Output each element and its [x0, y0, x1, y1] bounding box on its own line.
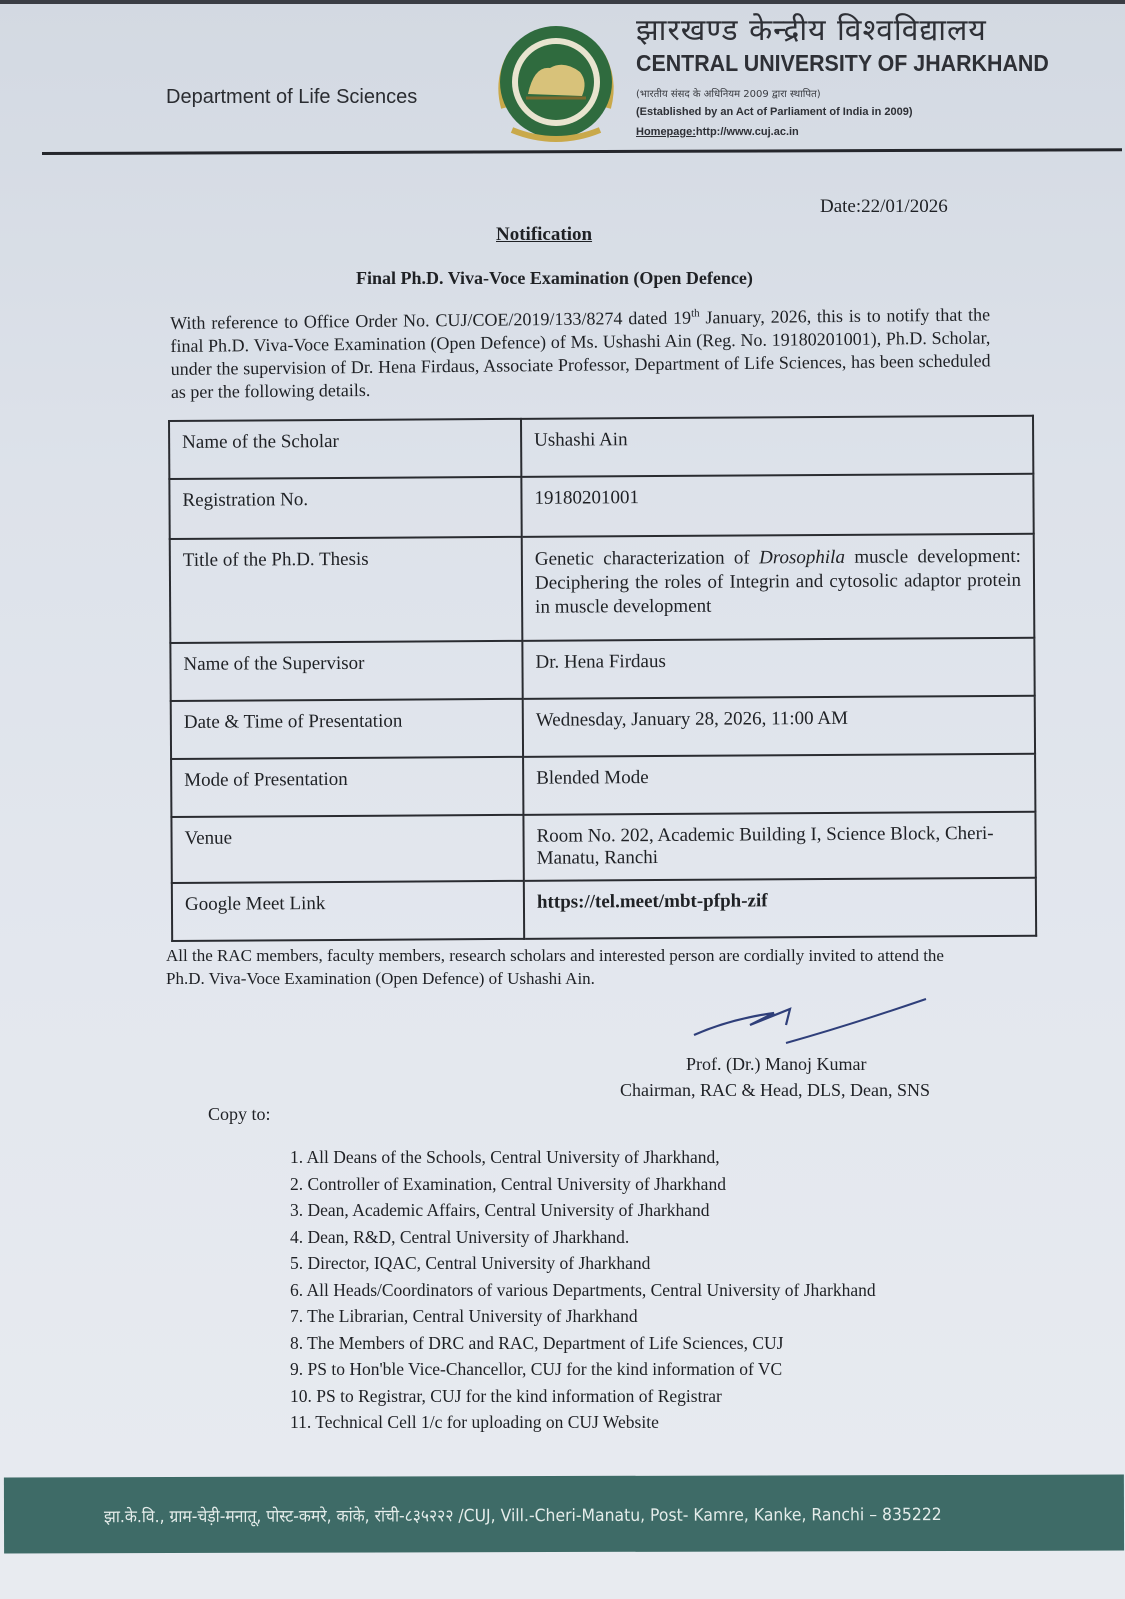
list-item: 7. The Librarian, Central University of Jharkhand — [290, 1306, 638, 1326]
footer-address-band — [4, 1475, 1124, 1554]
row-value: Dr. Hena Firdaus — [522, 638, 1034, 699]
list-item: 11. Technical Cell 1/c for uploading on CUJ Website — [290, 1412, 659, 1432]
copy-to-list — [290, 1144, 876, 1436]
homepage-line — [636, 126, 799, 138]
establishment-note: (Established by an Act of Parliament of India in 2009) — [636, 106, 913, 118]
list-item: 2. Controller of Examination, Central University of Jharkhand — [290, 1173, 726, 1194]
intro-text-end: January, 2026, this is to notify that the final Ph.D. Viva-Voce Examination (Open Defence) of Ms. Ushashi Ain (Reg. No. 19180201001), Ph.D. Scholar, under the supervision of Dr. Hena Firdaus, Associate Professor, Department of Life Sciences, has been scheduled as per the following details. — [170, 304, 991, 402]
table-row-supervisor — [170, 638, 1034, 701]
table-row-mode — [171, 754, 1035, 817]
row-label: Name of the Supervisor — [170, 641, 522, 701]
table-row-venue — [171, 812, 1035, 883]
invitation-paragraph: All the RAC members, faculty members, research scholars and interested person are cordially invited to attend the Ph.D. Viva-Voce Examination (Open Defence) of Ushashi Ain. — [166, 946, 944, 988]
signer-name: Prof. (Dr.) Manoj Kumar — [686, 1054, 867, 1074]
intro-text-start: With reference to Office Order No. CUJ/COE/2019/133/8274 dated 19 — [170, 307, 692, 333]
list-item: 4. Dean, R&D, Central University of Jharkhand. — [290, 1226, 630, 1247]
intro-superscript: th — [690, 307, 700, 320]
row-label: Date & Time of Presentation — [171, 699, 523, 759]
page-top-edge — [0, 0, 1125, 4]
department-name: Department of Life Sciences — [166, 86, 418, 108]
homepage-link[interactable]: http://www.cuj.ac.in — [695, 126, 799, 138]
table-row-registration — [169, 474, 1033, 539]
list-item: 10. PS to Registrar, CUJ for the kind information of Registrar — [290, 1385, 722, 1406]
row-value — [522, 534, 1035, 641]
thesis-title-italic: Drosophila — [759, 546, 846, 569]
row-label: Title of the Ph.D. Thesis — [170, 537, 523, 643]
table-row-datetime — [171, 696, 1035, 759]
row-label: Registration No. — [169, 477, 521, 539]
university-name-english: CENTRAL UNIVERSITY OF JHARKHAND — [636, 50, 1049, 76]
list-item: 8. The Members of DRC and RAC, Department of Life Sciences, CUJ — [290, 1332, 784, 1353]
notice-date: Date:22/01/2026 — [820, 196, 948, 217]
thesis-title-start: Genetic characterization of — [534, 547, 760, 570]
homepage-label: Homepage: — [636, 126, 696, 138]
row-label: Mode of Presentation — [171, 757, 523, 817]
footer-address: झा.के.वि., ग्राम-चेड़ी-मनातू, पोस्ट-कमरे, कांके, रांची-८३५२२२ /CUJ, Vill.-Cheri-Manatu, Post- Kamre, Kanke, Ranchi – 835222 — [103, 1504, 942, 1527]
university-logo-icon — [490, 18, 622, 150]
table-row-meet-link — [172, 878, 1036, 941]
row-label: Google Meet Link — [172, 881, 524, 941]
table-row-scholar — [169, 416, 1033, 479]
list-item: 6. All Heads/Coordinators of various Departments, Central University of Jharkhand — [290, 1279, 876, 1300]
establishment-note-hindi: (भारतीय संसद के अधिनियम 2009 द्वारा स्थापित) — [636, 89, 821, 100]
list-item: 9. PS to Hon'ble Vice-Chancellor, CUJ for the kind information of VC — [290, 1359, 783, 1379]
row-label: Name of the Scholar — [169, 419, 521, 479]
university-name-hindi: झारखण्ड केन्द्रीय विश्वविद्यालय — [636, 13, 987, 48]
list-item: 3. Dean, Academic Affairs, Central University of Jharkhand — [290, 1200, 710, 1220]
copy-to-label: Copy to: — [208, 1104, 271, 1124]
row-value: Ushashi Ain — [521, 416, 1033, 477]
intro-paragraph — [170, 299, 991, 404]
exam-title: Final Ph.D. Viva-Voce Examination (Open Defence) — [356, 268, 753, 288]
row-label: Venue — [171, 815, 523, 883]
thesis-title-end: muscle development: Deciphering the roles of Integrin and cytosolic adaptor protein in muscle development — [534, 545, 1022, 618]
row-value: 19180201001 — [521, 474, 1033, 537]
meet-link[interactable]: https://tel.meet/mbt-pfph-zif — [524, 878, 1036, 939]
list-item: 5. Director, IQAC, Central University of Jharkhand — [290, 1253, 651, 1273]
details-table — [168, 415, 1037, 942]
notice-title: Notification — [496, 224, 593, 245]
list-item: 1. All Deans of the Schools, Central University of Jharkhand, — [290, 1147, 720, 1167]
header-divider — [42, 148, 1122, 155]
row-value: Wednesday, January 28, 2026, 11:00 AM — [523, 696, 1035, 757]
signer-title: Chairman, RAC & Head, DLS, Dean, SNS — [620, 1080, 930, 1100]
row-value: Room No. 202, Academic Building I, Science Block, Cheri-Manatu, Ranchi — [523, 812, 1035, 881]
table-row-thesis-title — [170, 534, 1035, 643]
row-value: Blended Mode — [523, 754, 1035, 815]
